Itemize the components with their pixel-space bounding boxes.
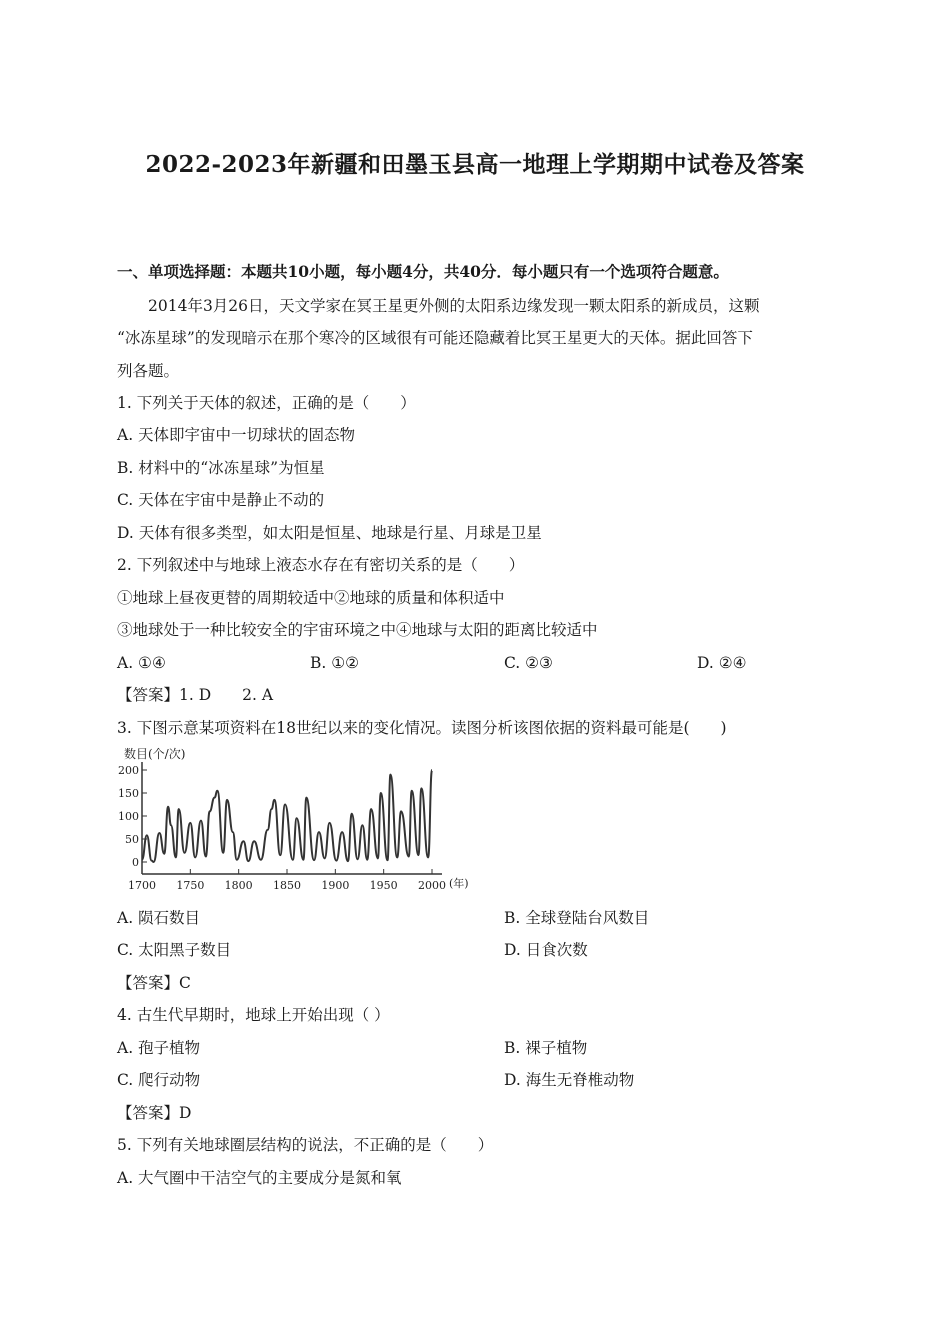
y-tick-label: 150 xyxy=(118,787,139,800)
question-2-option-a: A. ①④ xyxy=(117,654,166,672)
question-2-statement-2: ③地球处于一种比较安全的宇宙环境之中④地球与太阳的距离比较适中 xyxy=(117,621,598,639)
section-heading: 一、单项选择题：本题共10小题，每小题4分，共40分．每小题只有一个选项符合题意。 xyxy=(117,262,729,281)
x-tick-label: 1750 xyxy=(176,879,205,892)
question-1-option-c: C. 天体在宇宙中是静止不动的 xyxy=(117,491,325,509)
y-tick-label: 100 xyxy=(118,810,139,823)
x-tick-label: 1850 xyxy=(273,879,301,892)
y-tick-label: 0 xyxy=(132,856,139,869)
document-title: 2022-2023年新疆和田墨玉县高一地理上学期期中试卷及答案 xyxy=(145,151,805,178)
passage-line-2: “冰冻星球”的发现暗示在那个寒冷的区域很有可能还隐藏着比冥王星更大的天体。据此回答下 xyxy=(117,329,753,347)
question-2-option-d: D. ②④ xyxy=(697,654,747,672)
x-tick-label: 2000 xyxy=(418,879,446,892)
passage-line-3: 列各题。 xyxy=(117,362,180,380)
sunspot-line-chart xyxy=(112,744,482,894)
x-tick-label: 1900 xyxy=(321,879,350,892)
question-4-stem: 4. 古生代早期时，地球上开始出现（ ） xyxy=(117,1006,390,1024)
question-4-option-d: D. 海生无脊椎动物 xyxy=(504,1071,635,1089)
y-axis-label: 数目(个/次) xyxy=(124,747,186,761)
x-axis-label: (年) xyxy=(449,877,469,890)
y-tick-label: 200 xyxy=(118,764,139,777)
answer-1-2: 【答案】1. D 2. A xyxy=(117,686,274,704)
question-1-option-d: D. 天体有很多类型，如太阳是恒星、地球是行星、月球是卫星 xyxy=(117,524,542,542)
x-tick-label: 1950 xyxy=(369,879,398,892)
question-5-option-a: A. 大气圈中干洁空气的主要成分是氮和氧 xyxy=(117,1169,402,1187)
answer-3: 【答案】C xyxy=(117,974,191,992)
question-3-option-d: D. 日食次数 xyxy=(504,941,588,959)
question-1-option-b: B. 材料中的“冰冻星球”为恒星 xyxy=(117,459,325,477)
question-2-statement-1: ①地球上昼夜更替的周期较适中②地球的质量和体积适中 xyxy=(117,589,505,607)
x-tick-label: 1800 xyxy=(224,879,253,892)
question-4-option-c: C. 爬行动物 xyxy=(117,1071,201,1089)
x-tick-labels xyxy=(128,869,446,892)
passage-line-1: 2014年3月26日，天文学家在冥王星更外侧的太阳系边缘发现一颗太阳系的新成员，这颗 xyxy=(148,297,760,315)
question-2-option-c: C. ②③ xyxy=(504,654,553,672)
question-4-option-a: A. 孢子植物 xyxy=(117,1039,201,1057)
question-5-stem: 5. 下列有关地球圈层结构的说法，不正确的是（ ） xyxy=(117,1136,494,1154)
question-3-option-a: A. 陨石数目 xyxy=(117,909,201,927)
question-2-stem: 2. 下列叙述中与地球上液态水存在有密切关系的是（ ） xyxy=(117,556,525,574)
question-3-option-b: B. 全球登陆台风数目 xyxy=(504,909,650,927)
answer-4: 【答案】D xyxy=(117,1104,192,1122)
question-2-option-b: B. ①② xyxy=(310,654,360,672)
series-line xyxy=(142,770,432,862)
question-1-stem: 1. 下列关于天体的叙述，正确的是（ ） xyxy=(117,394,416,412)
question-4-option-b: B. 裸子植物 xyxy=(504,1039,588,1057)
question-3-option-c: C. 太阳黑子数目 xyxy=(117,941,232,959)
question-3-stem: 3. 下图示意某项资料在18世纪以来的变化情况。读图分析该图依据的资料最可能是( ) xyxy=(117,719,727,737)
y-tick-label: 50 xyxy=(125,833,139,846)
question-1-option-a: A. 天体即宇宙中一切球状的固态物 xyxy=(117,426,356,444)
x-tick-label: 1700 xyxy=(128,879,156,892)
